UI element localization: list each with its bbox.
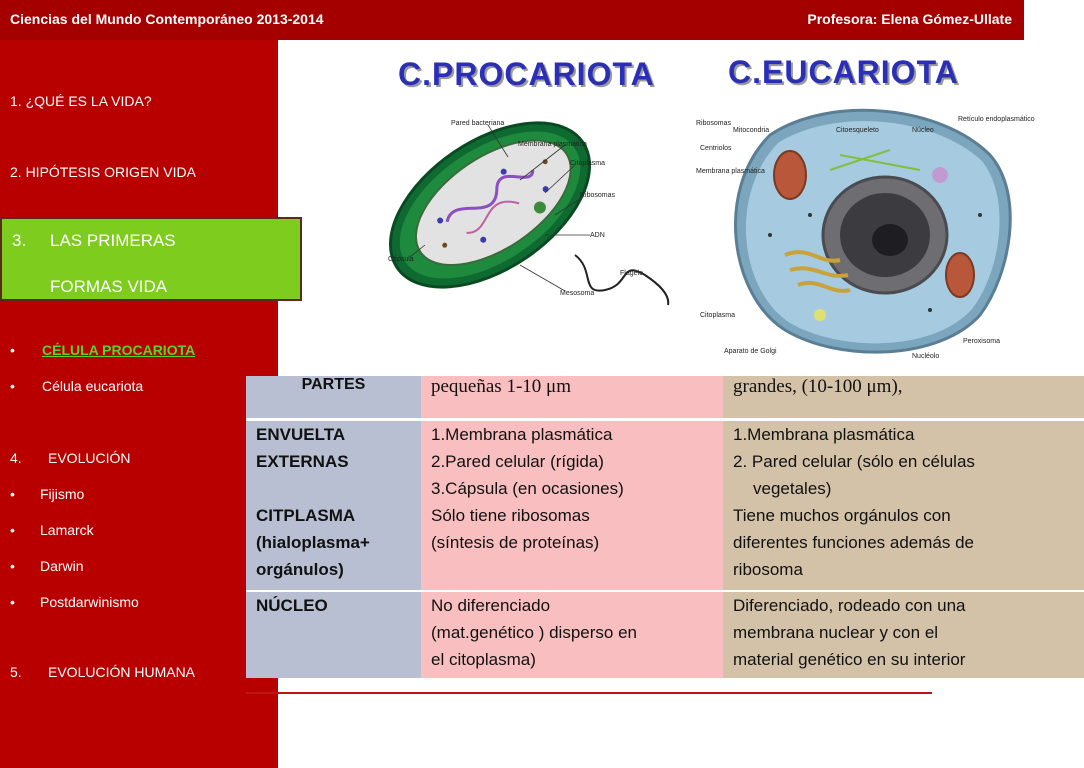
sidebar-item-celula-procariota[interactable] — [0, 342, 278, 366]
cell-line: Sólo tiene ribosomas — [431, 506, 590, 525]
sidebar-item-lamarck[interactable] — [0, 522, 278, 546]
label-citoplasma: Citoplasma — [570, 160, 606, 167]
cell-line: (síntesis de proteínas) — [431, 533, 600, 552]
bullet-icon: • — [10, 486, 15, 502]
table-bottom-rule — [246, 692, 932, 694]
label-nucleo: Núcleo — [912, 127, 934, 134]
cell-eucariota — [723, 502, 1084, 591]
label-capsula: Cápsula — [388, 256, 414, 263]
cell-part — [246, 420, 421, 503]
sidebar-item-label-line2: FORMAS VIDA — [50, 277, 168, 296]
table-row — [246, 591, 1084, 678]
cell-line: Diferenciado, rodeado con una — [733, 596, 966, 615]
sidebar-item-label-line1: LAS PRIMERAS — [50, 231, 176, 250]
cell-part — [246, 502, 421, 591]
cell-procariota — [421, 591, 723, 678]
cell-line: 2.Pared celular (rígida) — [431, 452, 604, 471]
table-row — [246, 420, 1084, 503]
course-title: Ciencias del Mundo Contemporáneo 2013-2014 — [10, 11, 324, 27]
sidebar-item-label: Postdarwinismo — [40, 594, 139, 610]
cell-procariota — [421, 420, 723, 503]
table-header-row — [246, 376, 1084, 420]
cell-line: 1.Membrana plasmática — [733, 425, 915, 444]
cell-line: material genético en su interior — [733, 650, 966, 669]
label-ribosomas-eu: Ribosomas — [696, 120, 732, 127]
cell-line: 2. Pared celular (sólo en células — [733, 452, 975, 471]
sidebar-item-number: 4. — [10, 450, 22, 466]
cell-line: (hialoplasma+ — [256, 533, 370, 552]
label-peroxisoma: Peroxisoma — [963, 338, 1000, 345]
cell-line: vegetales) — [753, 479, 832, 498]
sidebar-item-postdarwinismo[interactable] — [0, 594, 278, 618]
header-partes: PARTES — [246, 376, 421, 420]
label-adn: ADN — [590, 232, 605, 239]
sidebar-item-celula-eucariota[interactable] — [0, 378, 278, 402]
label-reticulo: Retículo endoplasmático — [958, 116, 1035, 123]
cell-line: orgánulos) — [256, 560, 344, 579]
sidebar-item-number: 5. — [10, 664, 22, 680]
sidebar-item-label: Lamarck — [40, 522, 94, 538]
cell-line: NÚCLEO — [256, 596, 328, 615]
sidebar-item-number: 3. — [12, 231, 27, 250]
sidebar-item-label: Darwin — [40, 558, 84, 574]
sidebar-item-evolucion-humana[interactable] — [0, 664, 278, 688]
bullet-icon: • — [10, 522, 15, 538]
label-nucleolo: Nucléolo — [912, 353, 940, 360]
bullet-icon: • — [10, 594, 15, 610]
prokaryote-illustration — [370, 95, 670, 320]
label-pared-bacteriana: Pared bacteriana — [451, 120, 505, 127]
cell-line: ENVUELTA — [256, 425, 346, 444]
label-ribosomas: Ribosomas — [580, 192, 616, 199]
sidebar-item-label: Fijismo — [40, 486, 85, 502]
eukaryote-illustration — [690, 95, 1024, 365]
top-bar — [0, 0, 1024, 40]
sidebar — [0, 40, 278, 768]
bullet-icon: • — [10, 342, 15, 358]
cell-line: el citoplasma) — [431, 650, 536, 669]
cell-line: 3.Cápsula (en ocasiones) — [431, 479, 624, 498]
label-membrana-eu: Membrana plasmática — [696, 168, 765, 175]
cell-part — [246, 591, 421, 678]
sidebar-item-fijismo[interactable] — [0, 486, 278, 510]
cell-procariota — [421, 502, 723, 591]
label-mitocondria: Mitocondria — [733, 127, 770, 134]
sidebar-item-darwin[interactable] — [0, 558, 278, 582]
label-flagelo: Flagelo — [620, 270, 643, 277]
cell-line: EXTERNAS — [256, 452, 349, 471]
comparison-table — [246, 376, 1084, 678]
label-mesosoma: Mesosoma — [560, 290, 595, 297]
header-eucariota-size: grandes, (10-100 μm), — [723, 376, 1084, 420]
cell-line: CITPLASMA — [256, 506, 356, 525]
cell-line: (mat.genético ) disperso en — [431, 623, 637, 642]
label-membrana-plasmatica: Membrana plasmática — [518, 141, 587, 148]
sidebar-item-label: EVOLUCIÓN HUMANA — [48, 664, 196, 680]
teacher-name: Profesora: Elena Gómez-Ullate — [807, 11, 1012, 27]
sidebar-item-evolucion[interactable] — [0, 450, 278, 474]
label-golgi: Aparato de Golgi — [724, 348, 777, 355]
header-procariota-size: pequeñas 1-10 μm — [421, 376, 723, 420]
cell-line: diferentes funciones además de — [733, 533, 974, 552]
bullet-icon: • — [10, 558, 15, 574]
table-row — [246, 502, 1084, 591]
cell-line: Tiene muchos orgánulos con — [733, 506, 951, 525]
cell-line: ribosoma — [733, 560, 803, 579]
sidebar-item-label: CÉLULA PROCARIOTA — [42, 342, 196, 358]
label-citoplasma-eu: Citoplasma — [700, 312, 736, 319]
sidebar-item-primeras-formas-vida[interactable] — [0, 217, 302, 301]
cell-line: membrana nuclear y con el — [733, 623, 939, 642]
label-centriolos: Centriolos — [700, 145, 732, 152]
sidebar-item-hipotesis[interactable]: 2. HIPÓTESIS ORIGEN VIDA — [10, 164, 196, 180]
label-citoesqueleto: Citoesqueleto — [836, 127, 879, 134]
sidebar-item-que-es-la-vida[interactable]: 1. ¿QUÉ ES LA VIDA? — [10, 93, 152, 109]
cell-eucariota — [723, 591, 1084, 678]
eukaryote-title: C.EUCARIOTA — [728, 54, 959, 90]
cell-line: 1.Membrana plasmática — [431, 425, 613, 444]
prokaryote-title: C.PROCARIOTA — [398, 56, 655, 92]
sidebar-item-label: EVOLUCIÓN — [48, 450, 131, 466]
cell-line: No diferenciado — [431, 596, 551, 615]
cell-eucariota — [723, 420, 1084, 503]
bullet-icon: • — [10, 378, 15, 394]
sidebar-item-label: Célula eucariota — [42, 378, 144, 394]
